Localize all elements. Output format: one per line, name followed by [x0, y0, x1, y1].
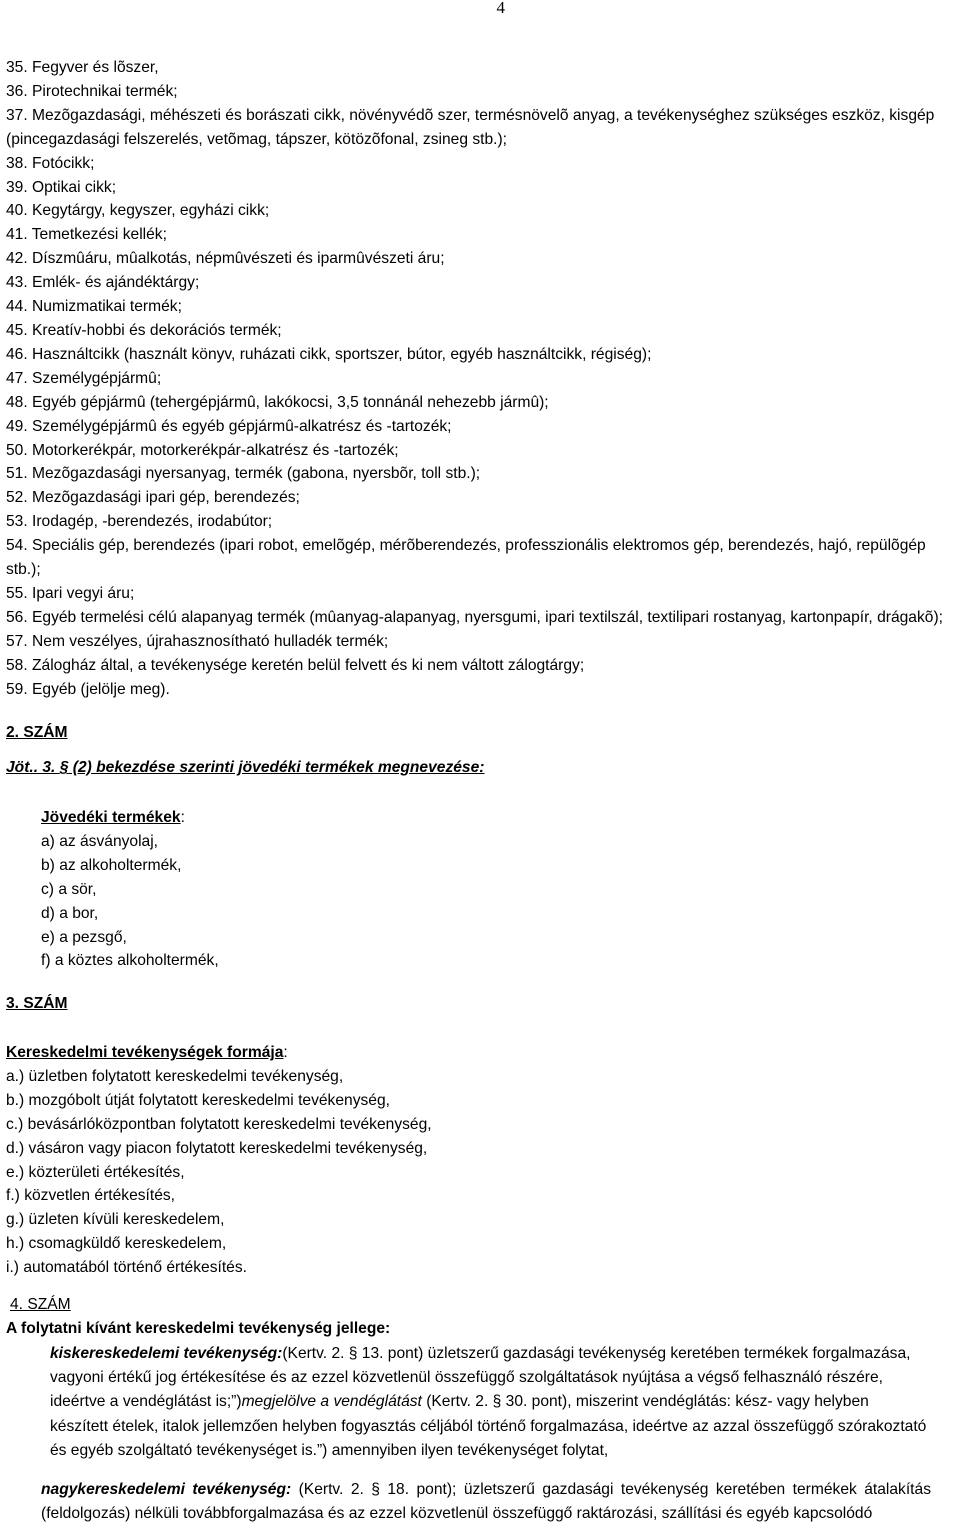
trade-form-item: i.) automatából történő értékesítés.	[6, 1259, 247, 1277]
list-item: 39. Optikai cikk;	[6, 178, 117, 196]
section-2-subheading	[6, 759, 484, 777]
excise-item: d) a bor,	[41, 904, 99, 922]
subheading-paragraph-sign: §	[59, 759, 69, 776]
trade-forms-title-colon: :	[283, 1044, 288, 1061]
page-number: 4	[496, 0, 505, 17]
list-item: 42. Díszmûáru, mûalkotás, népmûvészeti és iparmûvészeti áru;	[6, 250, 445, 268]
wholesale-text: (Kertv. 2. § 18. pont); üzletszerű gazdasági tevékenység keretében termékek átalakítás (feldolgozás) nélküli továbbforgalmazása és az ezzel közvetlenül összefüggő raktározási, szállítási és egyéb kapcsolódó	[41, 1481, 931, 1523]
list-item: 37. Mezõgazdasági, méhészeti és borászati cikk, növényvédõ szer, termésnövelõ anyag, a tevékenységhez szükséges eszköz, kisgép (pincegazdasági felszerelés, vetõmag, tápszer, kötözõfonal, zsineg stb.);	[6, 106, 939, 148]
subheading-prefix: Jöt.. 3.	[6, 759, 60, 776]
wholesale-paragraph	[41, 1478, 931, 1526]
trade-form-item: g.) üzleten kívüli kereskedelem,	[6, 1211, 225, 1229]
subheading-rest: (2) bekezdése szerinti jövedéki termékek megnevezése:	[68, 759, 485, 776]
excise-products-block	[41, 806, 219, 973]
list-item: 35. Fegyver és lõszer,	[6, 59, 159, 76]
retail-label: kiskereskedelemi tevékenység:	[50, 1345, 283, 1362]
list-item: 53. Irodagép, -berendezés, irodabútor;	[6, 513, 273, 531]
list-item: 44. Numizmatikai termék;	[6, 298, 182, 316]
list-item: 41. Temetkezési kellék;	[6, 226, 167, 244]
wholesale-label: nagykereskedelemi tevékenység:	[41, 1481, 292, 1498]
section-3-heading: 3. SZÁM	[6, 995, 68, 1012]
excise-item: e) a pezsgő,	[41, 928, 127, 946]
trade-forms-title-text: Kereskedelmi tevékenységek formája	[6, 1044, 284, 1061]
list-item: 40. Kegytárgy, kegyszer, egyházi cikk;	[6, 202, 270, 220]
excise-products-list	[41, 830, 219, 973]
trade-form-item: f.) közvetlen értékesítés,	[6, 1187, 176, 1205]
list-item: 55. Ipari vegyi áru;	[6, 584, 135, 602]
trade-forms-title	[6, 1041, 432, 1065]
list-item: 46. Használtcikk (használt könyv, ruházati cikk, sportszer, bútor, egyéb használtcikk, régiség);	[6, 345, 652, 363]
trade-forms-list	[6, 1065, 432, 1280]
trade-form-item: a.) üzletben folytatott kereskedelmi tevékenység,	[6, 1067, 344, 1085]
retail-text-2: (Kertv. 2. § 30. pont), miszerint vendéglátás: kész- vagy helyben készített ételek, italok jellemzően helyben fogyasztás céljából történő forgalmazása, ideértve az azzal összefüggő szórakoztató és egyéb szolgáltató tevékenységet is.”) amennyiben ilyen tevékenységet folytat,	[50, 1393, 927, 1459]
product-list	[6, 56, 956, 701]
trade-form-item: b.) mozgóbolt útját folytatott kereskedelmi tevékenység,	[6, 1091, 390, 1109]
list-item: 45. Kreatív-hobbi és dekorációs termék;	[6, 321, 282, 339]
list-item: 52. Mezõgazdasági ipari gép, berendezés;	[6, 489, 300, 507]
list-item: 57. Nem veszélyes, újrahasznosítható hulladék termék;	[6, 632, 389, 650]
list-item: 47. Személygépjármû;	[6, 369, 162, 387]
excise-title-colon: :	[180, 809, 185, 826]
excise-products-title	[41, 806, 219, 830]
excise-item: a) az ásványolaj,	[41, 832, 159, 850]
trade-form-item: e.) közterületi értékesítés,	[6, 1163, 185, 1181]
excise-item: b) az alkoholtermék,	[41, 856, 182, 874]
list-item: 54. Speciális gép, berendezés (ipari robot, emelõgép, mérõberendezés, professzionális elektromos gép, berendezés, hajó, repülõgép stb.);	[6, 537, 931, 579]
list-item: 49. Személygépjármû és egyéb gépjármû-alkatrész és -tartozék;	[6, 417, 452, 435]
trade-forms-block	[6, 1041, 432, 1280]
list-item: 58. Zálogház által, a tevékenysége keretén belül felvett és ki nem váltott zálogtárgy;	[6, 656, 585, 674]
retail-text-1: (Kertv. 2. § 13. pont) üzletszerű gazdasági tevékenység keretében termékek forgalmazása, vagyoni értékű jog értékesítése és az ezzel közvetlenül összefüggő szolgáltatások nyújtása a végső felhasználó részére, ideértve a vendéglátást is;”)	[50, 1345, 911, 1411]
section-2-heading: 2. SZÁM	[6, 724, 68, 741]
section-4-heading: 4. SZÁM	[10, 1296, 71, 1313]
excise-item: f) a köztes alkoholtermék,	[41, 952, 219, 970]
list-item: 38. Fotócikk;	[6, 154, 95, 172]
list-item: 36. Pirotechnikai termék;	[6, 82, 178, 100]
retail-paragraph	[50, 1342, 930, 1463]
list-item: 50. Motorkerékpár, motorkerékpár-alkatrész és -tartozék;	[6, 441, 399, 459]
activity-nature-title: A folytatni kívánt kereskedelmi tevékenység jellege:	[6, 1320, 391, 1337]
excise-item: c) a sör,	[41, 880, 97, 898]
excise-title-text: Jövedéki termékek	[41, 809, 181, 826]
list-item: 56. Egyéb termelési célú alapanyag termék (mûanyag-alapanyag, nyersgumi, ipari textilszál, textilipari rostanyag, kartonpapír, drágakõ);	[6, 608, 943, 626]
list-item: 59. Egyéb (jelölje meg).	[6, 680, 170, 698]
trade-form-item: h.) csomagküldő kereskedelem,	[6, 1235, 227, 1253]
trade-form-item: c.) bevásárlóközpontban folytatott kereskedelmi tevékenység,	[6, 1115, 432, 1133]
list-item: 48. Egyéb gépjármû (tehergépjármû, lakókocsi, 3,5 tonnánál nehezebb jármû);	[6, 393, 549, 411]
list-item: 51. Mezõgazdasági nyersanyag, termék (gabona, nyersbõr, toll stb.);	[6, 465, 481, 483]
retail-italic: megjelölve a vendéglátást	[241, 1393, 422, 1411]
list-item: 43. Emlék- és ajándéktárgy;	[6, 274, 200, 292]
trade-form-item: d.) vásáron vagy piacon folytatott kereskedelmi tevékenység,	[6, 1139, 428, 1157]
